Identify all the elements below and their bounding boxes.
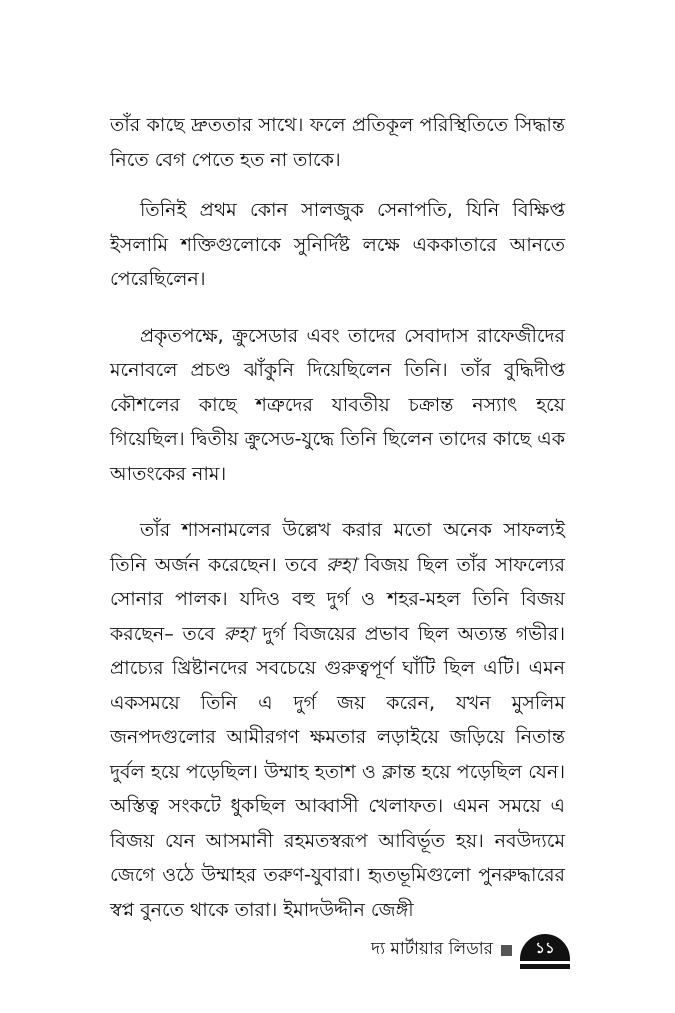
page-body (110, 108, 565, 927)
running-book-title: দ্য মার্টায়ার লিডার (371, 939, 493, 959)
page-number-badge (520, 930, 570, 970)
page-footer (300, 930, 570, 970)
place-name-ruha: রুহা (326, 553, 357, 576)
paragraph-3-text: প্রকৃতপক্ষে, ক্রুসেডার এবং তাদের সেবাদাস রাফেজীদের মনোবলে প্রচণ্ড ঝাঁকুনি দিয়েছিলেন তিনি। তাঁর বুদ্ধিদীপ্ত কৌশলের কাছে শত্রুদের যাবতীয় চক্রান্ত নস্যাৎ হয়ে গিয়েছিল। দ্বিতীয় ক্রুসেড-যুদ্ধে তিনি ছিলেন তাদের কাছে এক আতংকের নাম। (110, 324, 565, 485)
paragraph-1-text: তাঁর কাছে দ্রুততার সাথে। ফলে প্রতিকূল পরিস্থিতিতে সিদ্ধান্ত নিতে বেগ পেতে হত না তাকে। (110, 114, 565, 171)
square-bullet-icon (501, 945, 512, 956)
page-number-underline (520, 964, 570, 969)
place-name-ruha-2: রুহা (223, 622, 254, 645)
paragraph-4-text-c: দুর্গ বিজয়ের প্রভাব ছিল অত্যন্ত গভীর। প্রাচ্যের খ্রিষ্টানদের সবচেয়ে গুরুত্বপূর্ণ ঘাঁটি ছিল এটি। এমন একসময়ে তিনি এ দুর্গ জয় করেন, যখন মুসলিম জনপদগুলোর আমীরগণ ক্ষমতার লড়াইয়ে জড়িয়ে নিতান্ত দুর্বল হয়ে পড়েছিল। উম্মাহ হতাশ ও ক্লান্ত হয়ে পড়েছিল যেন। অস্তিত্ব সংকটে ধুকছিল আব্বাসী খেলাফত। এমন সময়ে এ বিজয় যেন আসমানী রহমতস্বরূপ আবির্ভূত হয়। নবউদ্যমে জেগে ওঠে উম্মাহর তরুণ-যুবারা। হৃতভূমিগুলো পুনরুদ্ধারের স্বপ্ন বুনতে থাকে তারা। ইমাদউদ্দীন জেঙ্গী (110, 622, 565, 921)
paragraph-2 (110, 193, 565, 297)
paragraph-1 (110, 108, 565, 177)
paragraph-4-text-a: তাঁর শাসনামলের উল্লেখ করার মতো অনেক সাফল্যই তিনি অর্জন করেছেন। তবে (110, 519, 565, 576)
paragraph-4 (110, 513, 565, 927)
page-number: ১১ (520, 934, 570, 961)
paragraph-4-text-b: বিজয় ছিল তাঁর সাফল্যের সোনার পালক। যদিও বহু দুর্গ ও শহর-মহল তিনি বিজয় করছেন– তবে (110, 553, 565, 645)
paragraph-3 (110, 319, 565, 492)
paragraph-2-text: তিনিই প্রথম কোন সালজুক সেনাপতি, যিনি বিক্ষিপ্ত ইসলামি শক্তিগুলোকে সুনির্দিষ্ট লক্ষে এককাতারে আনতে পেরেছিলেন। (110, 199, 565, 290)
